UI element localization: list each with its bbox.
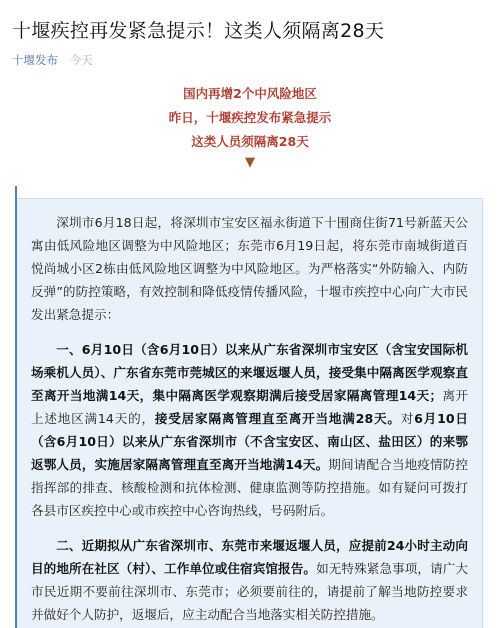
notice-box (15, 198, 483, 628)
paragraph-1: 深圳市6月18日起，将深圳市宝安区福永街道下十围商住街71号新蓝天公寓由低风险地区调整为中风险地区；东莞市6月19日起，将东莞市南城街道百悦尚城小区2栋由低风险地区调整为中风险地区。为严格落实“外防输入、内防反弹”的防控策略，有效控制和降低疫情传播风险，十堰市疾控中心向广大市民发出紧急提示： (31, 215, 468, 322)
intro-summary (16, 82, 484, 182)
paragraph-2-bold-1: 一、6月10日（含6月10日）以来从广东省深圳市宝安区（含宝安国际机场乘机人员）、广东省东莞市莞城区的来堰返堰人员，接受集中隔离医学观察直至离开当地满14天，集中隔离医学观察期满后接受居家隔离管理14天； (31, 342, 468, 403)
paragraph-3-text: 如无特殊紧急事项，请广大市民近期不要前往深圳市、东莞市；必须要前往的，请提前了解当地防控要求并做好个人防护，返堰后，应主动配合当地落实相关防控措施。 (31, 561, 469, 622)
article-title: 十堰疾控再发紧急提示！这类人须隔离28天 (12, 20, 385, 42)
intro-line-3: 这类人员须隔离28天 (191, 134, 309, 149)
paragraph-2 (31, 338, 468, 522)
paragraph-2-bold-2: 接受居家隔离管理直至离开当地满28天。 (154, 411, 401, 426)
article-meta (12, 52, 93, 68)
paragraph-2-text-2: 对 (400, 411, 415, 426)
intro-line-1: 国内再增2个中风险地区 (183, 86, 317, 101)
paragraph-3 (31, 534, 468, 626)
intro-line-2: 昨日，十堰疾控发布紧急提示 (168, 110, 332, 125)
down-arrow-icon: ▼ (245, 155, 255, 170)
source-link[interactable]: 十堰发布 (12, 53, 58, 67)
paragraph-3-bold: 二、近期拟从广东省深圳市、东莞市来堰返堰人员，应提前24小时主动向目的地所在社区（村）、工作单位或住宿宾馆报告。 (31, 538, 468, 576)
paragraph-2-text-3: 期间请配合当地疫情防控指挥部的排查、核酸检测和抗体检测、健康监测等防控措施。如有疑问可拨打各县市区疾控中心或市疾控中心咨询热线，号码附后。 (31, 457, 469, 518)
publish-date: 今天 (69, 53, 93, 67)
paragraph-2-bold-3: 6月10日（含6月10日）以来从广东省深圳市（不含宝安区、南山区、盐田区）的来鄂返鄂人员，实施居家隔离管理直至离开当地满14天。 (31, 411, 469, 472)
paragraph-2-text-1: 离开上述地区满14天的， (31, 388, 469, 426)
